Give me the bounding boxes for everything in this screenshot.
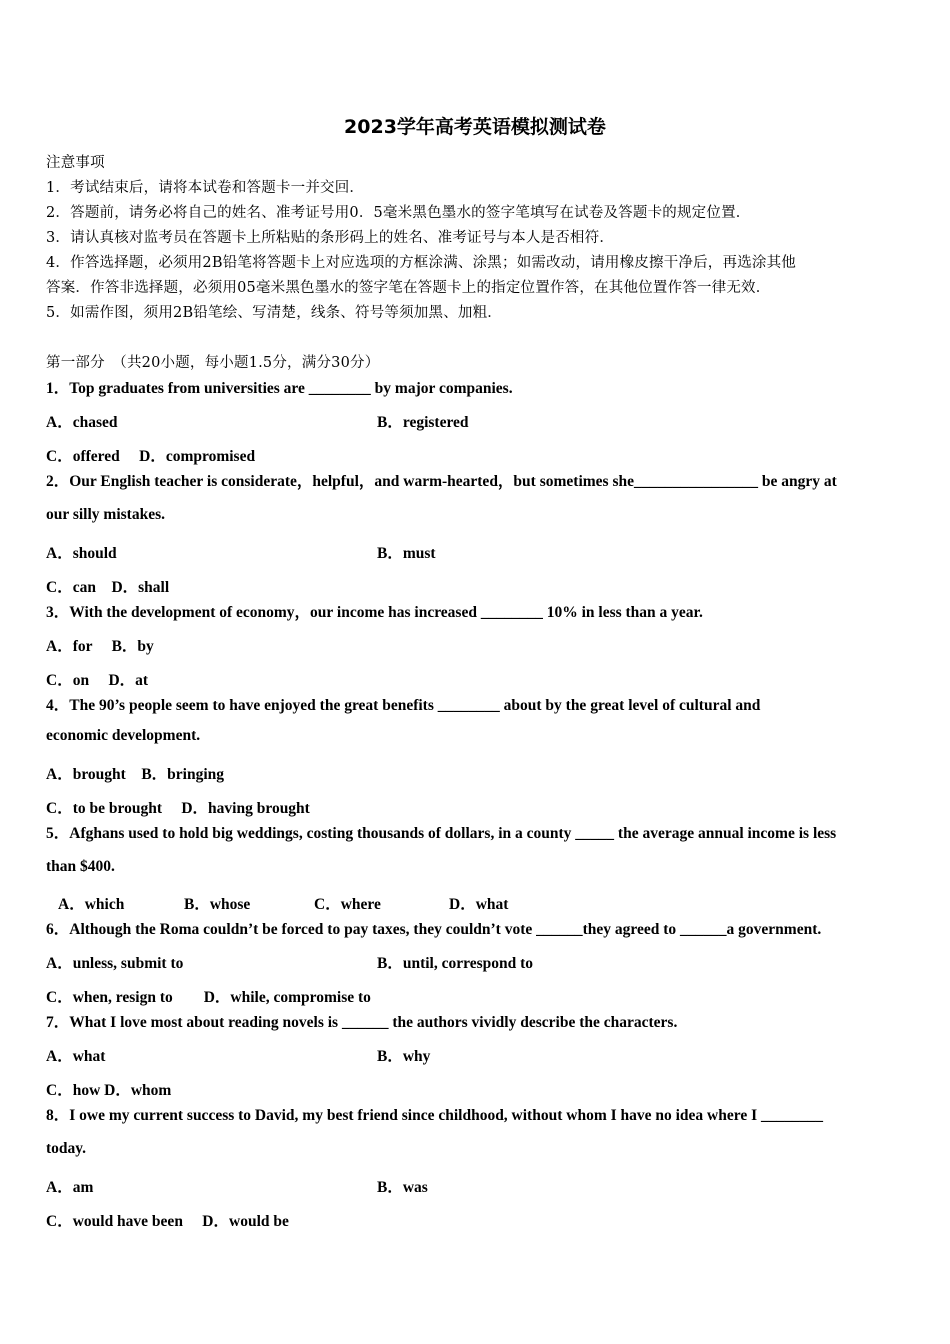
q5-option-c: C．where (314, 896, 381, 913)
q5-option-d: D．what (449, 896, 509, 913)
question-5-stem-cont: than $400. (46, 858, 115, 875)
q7-option-a: A．what (46, 1048, 106, 1065)
notice-item: 1．考试结束后，请将本试卷和答题卡一并交回． (46, 180, 365, 196)
notice-heading: 注意事项 (46, 155, 105, 171)
question-4-stem-cont: economic development. (46, 727, 201, 744)
notice-item: 4．作答选择题，必须用2B铅笔将答题卡上对应选项的方框涂满、涂黑；如需改动，请用橡皮擦干净后，再选涂其他 (46, 255, 797, 271)
q5-option-a: A．which (58, 896, 125, 913)
q8-option-a: A．am (46, 1179, 94, 1196)
q2-option-cd: C．can D．shall (46, 579, 170, 596)
question-2-stem-cont: our silly mistakes. (46, 506, 165, 523)
question-7-stem: 7．What I love most about reading novels is ______ the authors vividly describe the characters. (46, 1014, 678, 1031)
question-3-stem: 3．With the development of economy，our income has increased ________ 10% in less than a year. (46, 604, 703, 621)
q1-option-b: B．registered (377, 414, 469, 431)
notice-item: 答案．作答非选择题，必须用05毫米黑色墨水的签字笔在答题卡上的指定位置作答，在其他位置作答一律无效． (46, 280, 771, 296)
q2-option-a: A．should (46, 545, 117, 562)
q1-option-cd: C．offered D．compromised (46, 448, 256, 465)
q1-option-a: A．chased (46, 414, 118, 431)
q6-option-b: B．until, correspond to (377, 955, 534, 972)
q2-option-b: B．must (377, 545, 436, 562)
q3-option-cd: C．on D．at (46, 672, 149, 689)
q6-option-cd: C．when, resign to D．while, compromise to (46, 989, 371, 1006)
question-1-stem: 1．Top graduates from universities are ________ by major companies. (46, 380, 513, 397)
question-8-stem: 8．I owe my current success to David, my best friend since childhood, without whom I have no idea where I ________ (46, 1107, 824, 1124)
question-2-stem: 2．Our English teacher is considerate，helpful，and warm-hearted，but sometimes she________________ be angry at (46, 473, 837, 490)
question-5-stem: 5．Afghans used to hold big weddings, costing thousands of dollars, in a county _____ the average annual income is less (46, 825, 837, 842)
page-title: 2023学年高考英语模拟测试卷 (344, 116, 606, 138)
section-heading: 第一部分 （共20小题，每小题1.5分，满分30分） (46, 355, 380, 371)
question-4-stem: 4．The 90’s people seem to have enjoyed the great benefits ________ about by the great level of cultural and (46, 697, 761, 714)
q5-option-b: B．whose (184, 896, 251, 913)
question-8-stem-cont: today. (46, 1140, 87, 1157)
q3-option-ab: A．for B．by (46, 638, 154, 655)
q8-option-cd: C．would have been D．would be (46, 1213, 289, 1230)
q4-option-cd: C．to be brought D．having brought (46, 800, 310, 817)
q4-option-ab: A．brought B．bringing (46, 766, 225, 783)
notice-item: 3．请认真核对监考员在答题卡上所粘贴的条形码上的姓名、准考证号与本人是否相符． (46, 230, 615, 246)
notice-item: 2．答题前，请务必将自己的姓名、准考证号用0．5毫米黑色墨水的签字笔填写在试卷及答题卡的规定位置． (46, 205, 751, 221)
q6-option-a: A．unless, submit to (46, 955, 184, 972)
q8-option-b: B．was (377, 1179, 428, 1196)
notice-item: 5．如需作图，须用2B铅笔绘、写清楚，线条、符号等须加黑、加粗． (46, 305, 503, 321)
question-6-stem: 6．Although the Roma couldn’t be forced to pay taxes, they couldn’t vote ______they agreed to ______a government. (46, 921, 822, 938)
q7-option-b: B．why (377, 1048, 431, 1065)
q7-option-cd: C．how D．whom (46, 1082, 172, 1099)
